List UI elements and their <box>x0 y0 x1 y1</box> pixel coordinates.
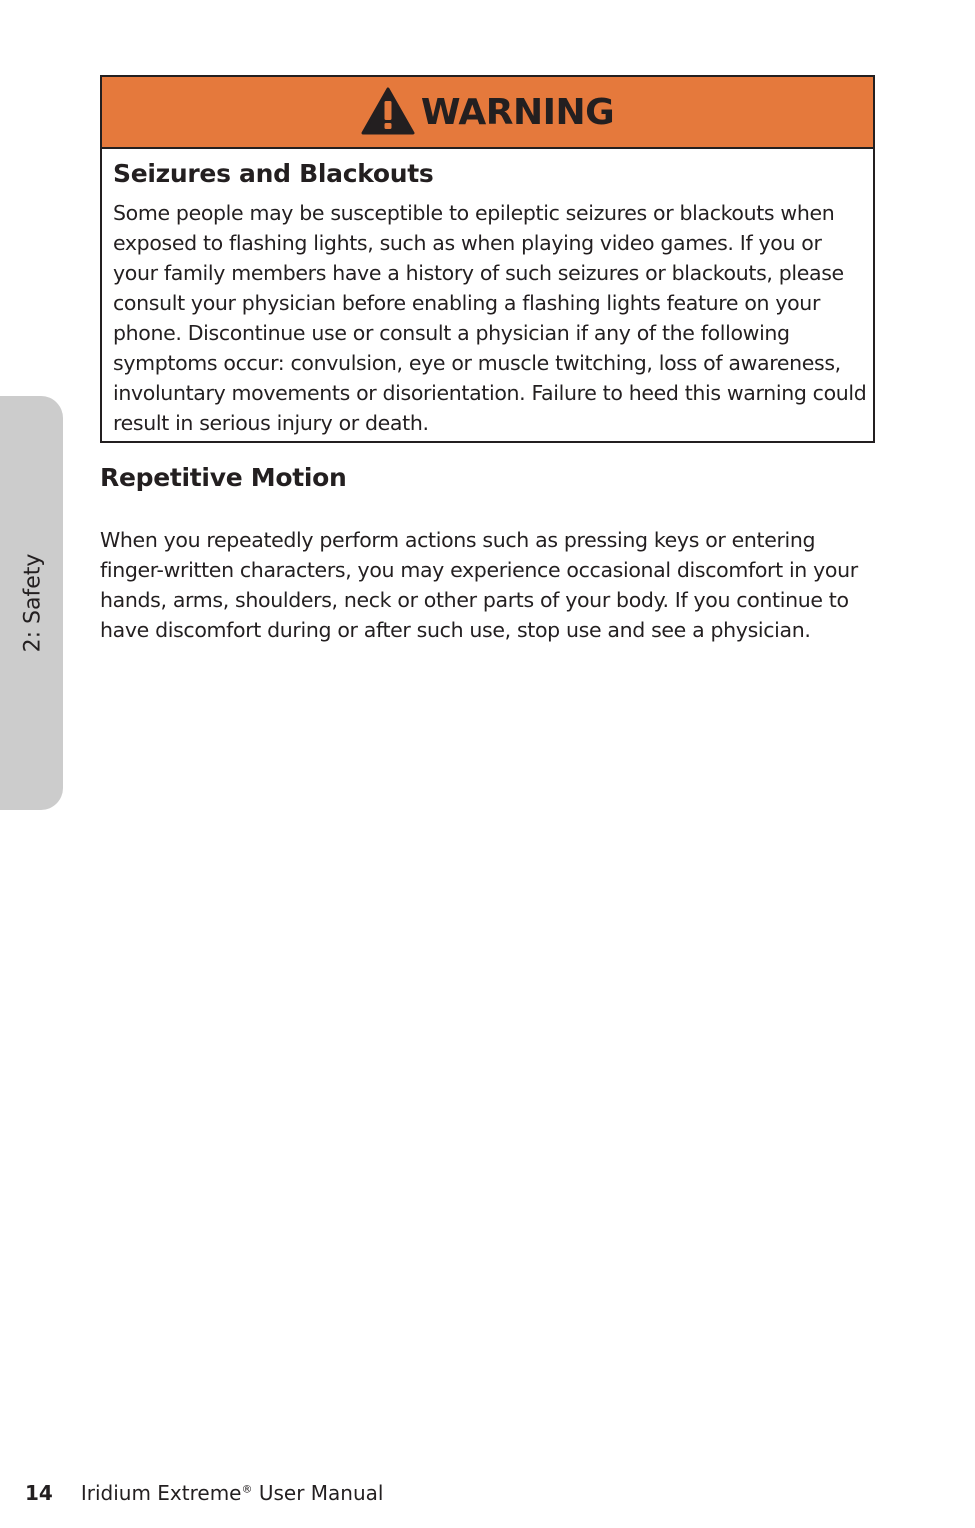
page-number: 14 <box>25 1481 53 1505</box>
manual-title-suffix: User Manual <box>252 1481 384 1505</box>
warning-subtitle: Seizures and Blackouts <box>113 159 434 188</box>
warning-title: WARNING <box>420 91 615 133</box>
section-text: When you repeatedly perform actions such as pressing keys or entering finger-written characters, you may experience occasional discomfort in your hands, arms, shoulders, neck or other parts of your body. If you continue to have discomfort during or after such use, stop use and see a physician. <box>100 528 858 642</box>
warning-body <box>102 149 873 438</box>
registered-mark: ® <box>241 1482 253 1496</box>
chapter-side-tab-label: 2: Safety <box>20 553 46 653</box>
page-footer <box>25 1481 383 1505</box>
warning-text: Some people may be susceptible to epileptic seizures or blackouts when exposed to flashing lights, such as when playing video games. If you or your family members have a history of such seizures or blackouts, please consult your physician before enabling a flashing lights feature on your phone. Discontinue use or consult a physician if any of the following symptoms occur: convulsion, eye or muscle twitching, loss of awareness, involuntary movements or disorientation. Failure to heed this warning could result in serious injury or death. <box>113 201 867 435</box>
warning-box <box>100 75 875 443</box>
warning-header <box>102 77 873 149</box>
manual-title <box>81 1481 384 1505</box>
section-heading: Repetitive Motion <box>100 463 347 492</box>
warning-triangle-icon <box>361 87 415 135</box>
manual-title-name: Iridium Extreme <box>80 1481 242 1505</box>
